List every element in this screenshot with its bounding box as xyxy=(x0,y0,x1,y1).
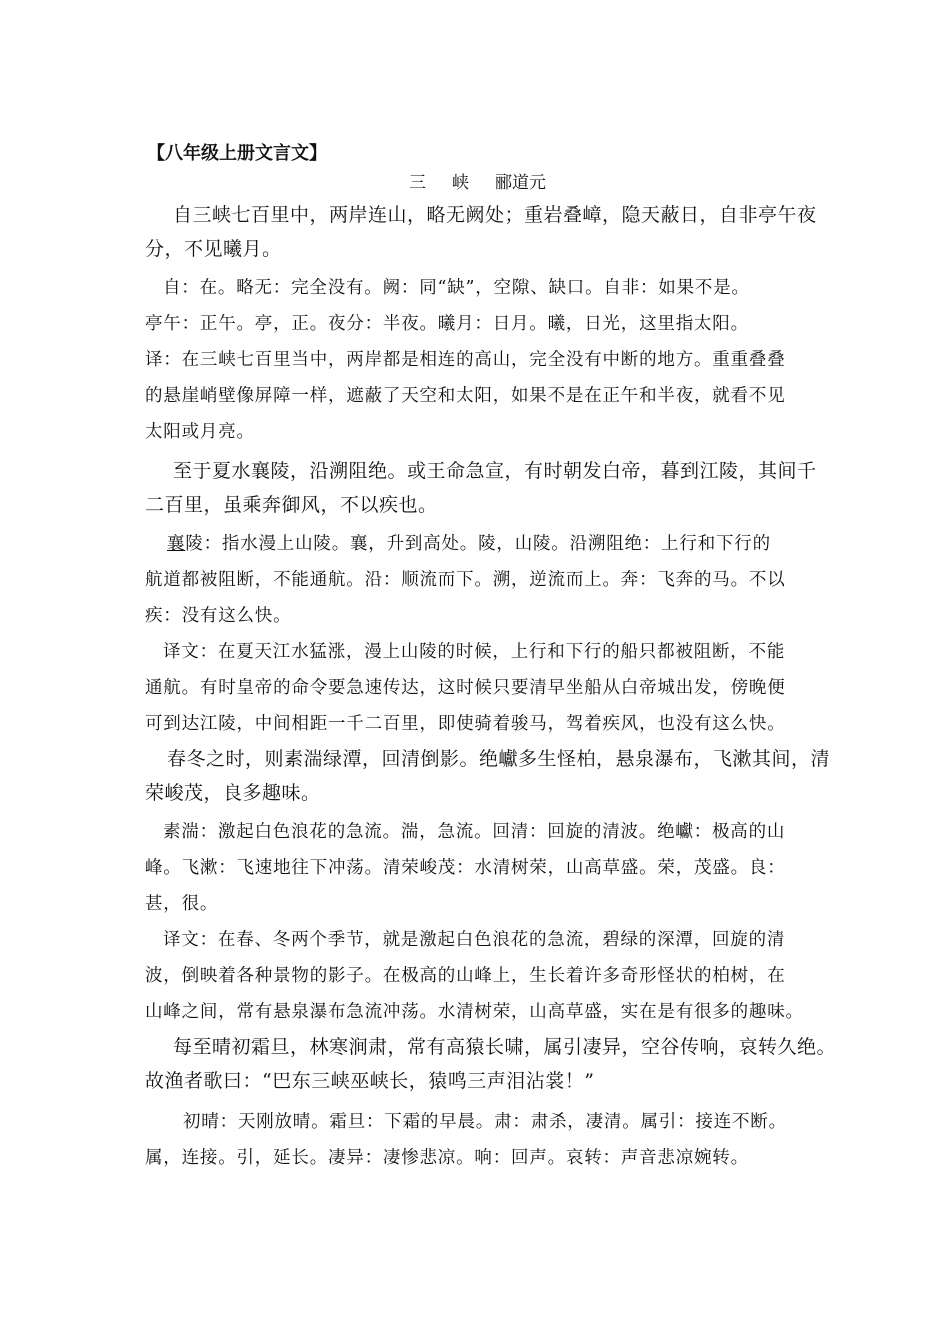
title-char-1: 三 xyxy=(409,173,426,193)
document-page xyxy=(145,140,837,1176)
translation-line: 的悬崖峭壁像屏障一样，遮蔽了天空和太阳，如果不是在正午和半夜，就看不见 xyxy=(145,386,786,406)
original-text-line: 自三峡七百里中，两岸连山，略无阙处；重岩叠嶂，隐天蔽日，自非亭午夜 xyxy=(173,204,817,226)
underlined-char: 襄 xyxy=(167,534,186,554)
translation-line: 波，倒映着各种景物的影子。在极高的山峰上，生长着许多奇形怪状的柏树，在 xyxy=(145,966,786,986)
title-char-2: 峡 xyxy=(452,173,469,193)
annotation-line: 襄陵：指水漫上山陵。襄，升到高处。陵，山陵。沿溯阻绝：上行和下行的 xyxy=(167,534,771,554)
annotation-line: 自：在。略无：完全没有。阙：同“缺”，空隙、缺口。自非：如果不是。 xyxy=(163,278,750,298)
translation-line: 太阳或月亮。 xyxy=(145,422,255,442)
original-text-line: 荣峻茂，良多趣味。 xyxy=(145,782,321,804)
original-text-line: 至于夏水襄陵，沿溯阻绝。或王命急宣，有时朝发白帝，暮到江陵，其间千 xyxy=(173,460,817,482)
translation-line: 通航。有时皇帝的命令要急速传达，这时候只要清早坐船从白帝城出发，傍晚便 xyxy=(145,678,786,698)
translation-line: 译文：在春、冬两个季节，就是激起白色浪花的急流，碧绿的深潭，回旋的清 xyxy=(163,930,786,950)
original-text-line: 春冬之时，则素湍绿潭，回清倒影。绝巘多生怪柏，悬泉瀑布，飞漱其间，清 xyxy=(167,748,831,770)
annotation-line: 属，连接。引，延长。凄异：凄惨悲凉。响：回声。哀转：声音悲凉婉转。 xyxy=(145,1148,749,1168)
original-text-line: 故渔者歌曰：“巴东三峡巫峡长，猿鸣三声泪沾裳！” xyxy=(145,1070,595,1092)
translation-line: 译：在三峡七百里当中，两岸都是相连的高山，完全没有中断的地方。重重叠叠 xyxy=(145,350,786,370)
original-text-line: 每至晴初霜旦，林寒涧肃，常有高猿长啸，属引凄异，空谷传响，哀转久绝。 xyxy=(173,1036,837,1058)
original-text-line: 分，不见曦月。 xyxy=(145,238,282,260)
annotation-line: 航道都被阻断，不能通航。沿：顺流而下。溯，逆流而上。奔：飞奔的马。不以 xyxy=(145,570,786,590)
annotation-line: 素湍：激起白色浪花的急流。湍，急流。回清：回旋的清波。绝巘：极高的山 xyxy=(163,822,786,842)
annotation-line: 初晴：天刚放晴。霜旦：下霜的早晨。肃：肃杀，凄清。属引：接连不断。 xyxy=(183,1112,787,1132)
translation-line: 译文：在夏天江水猛涨，漫上山陵的时候，上行和下行的船只都被阻断，不能 xyxy=(163,642,786,662)
author-name: 郦道元 xyxy=(495,173,546,193)
essay-title xyxy=(145,168,810,198)
section-heading: 【八年级上册文言文】 xyxy=(147,143,327,164)
annotation-line: 亭午：正午。亭，正。夜分：半夜。曦月：日月。曦，日光，这里指太阳。 xyxy=(145,314,749,334)
original-text-line: 二百里，虽乘奔御风，不以疾也。 xyxy=(145,494,438,516)
translation-line: 可到达江陵，中间相距一千二百里，即使骑着骏马，驾着疾风，也没有这么快。 xyxy=(145,714,786,734)
annotation-line: 疾：没有这么快。 xyxy=(145,606,292,626)
translation-line: 山峰之间，常有悬泉瀑布急流冲荡。水清树荣，山高草盛，实在是有很多的趣味。 xyxy=(145,1002,804,1022)
annotation-line: 甚，很。 xyxy=(145,894,219,914)
annotation-line: 峰。飞漱：飞速地往下冲荡。清荣峻茂：水清树荣，山高草盛。荣，茂盛。良： xyxy=(145,858,786,878)
